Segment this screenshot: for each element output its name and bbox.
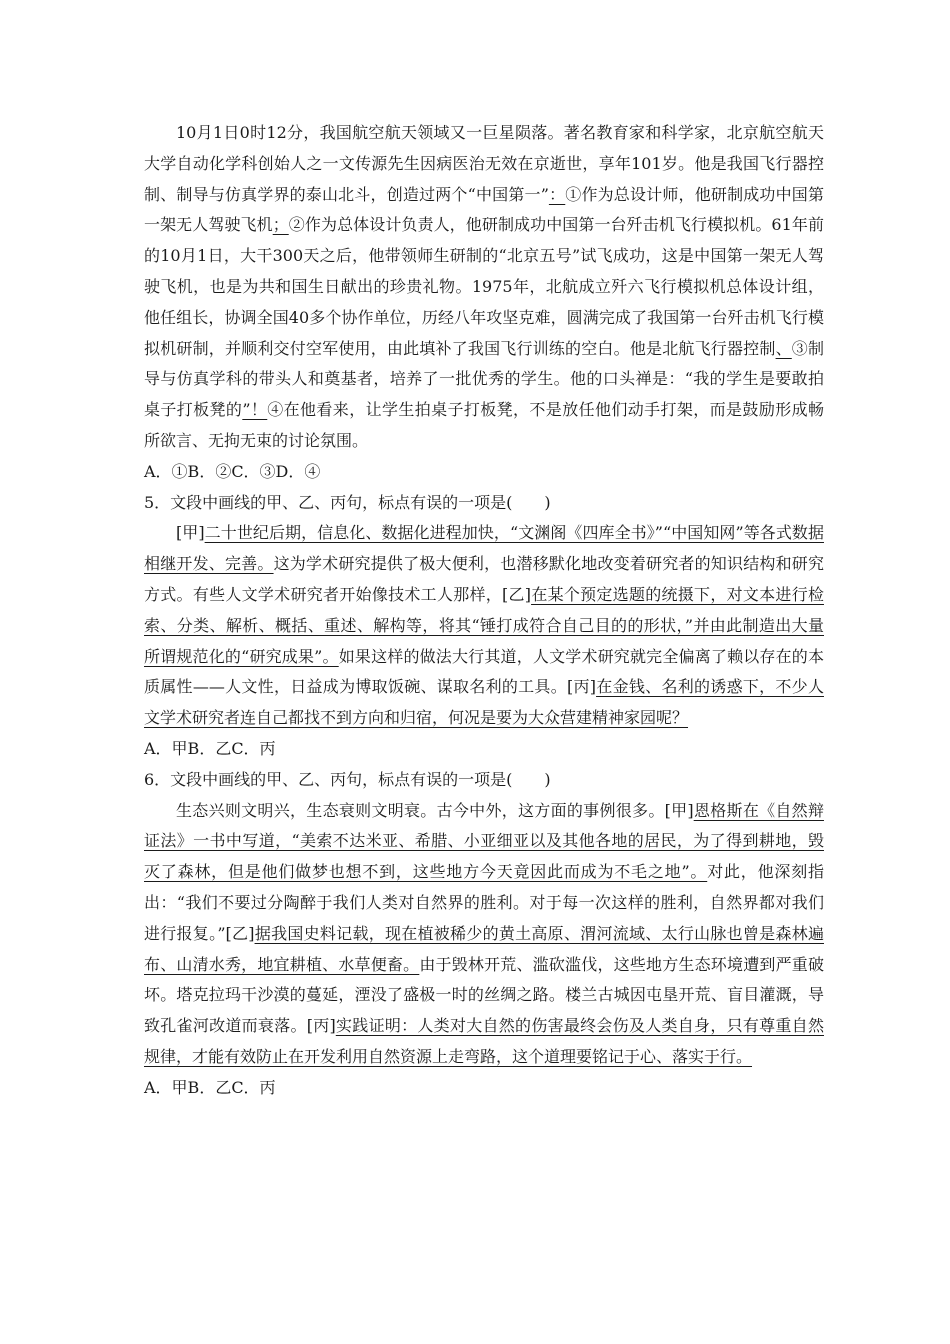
passage-text: 对此，他深刻指出：“我们不要过分陶醉于我们人类对自然界的胜利。对于每一次这样的胜利，自然界都对我们进行报复。” (144, 862, 824, 943)
underlined-sentence-jia: 恩格斯在《自然辩证法》一书中写道，“美索不达米亚、希腊、小亚细亚以及其他各地的居民，为了得到耕地，毁灭了森林，但是他们做梦也想不到，这些地方今天竟因此而成为不毛之地”。 (144, 800, 824, 882)
passage-1 (144, 118, 824, 457)
question-5-passage (144, 518, 824, 734)
sentence-tag-bing: [丙] (567, 677, 597, 697)
underlined-sentence-yi: 在某个预定选题的统摄下，对文本进行检索、分类、解析、概括、重述、解构等，将其“锤打成符合自己目的的形状，”并由此制造出大量所谓规范化的“研究成果”。 (144, 584, 824, 666)
question-options: A．①B．②C．③D．④ (144, 461, 321, 481)
document-page (144, 118, 824, 1104)
underlined-mark-2: ； (272, 215, 289, 235)
passage-1-text: ①作为总设计师，他研制成功中国第一架无人驾驶飞机 (144, 184, 824, 235)
question-6-options: A．甲B．乙C．丙 (144, 1077, 276, 1097)
question-6-passage (144, 796, 824, 1073)
passage-text: 生态兴则文明兴，生态衰则文明衰。古今中外，这方面的事例很多。 (176, 800, 665, 820)
underlined-sentence-bing: 在金钱、名利的诱惑下，不少人文学术研究者连自己都找不到方向和归宿，何况是要为大众营建精神家园呢？ (144, 677, 824, 728)
passage-1-text: ④在他看来，让学生拍桌子打板凳，不是放任他们动手打架，而是鼓励形成畅所欲言、无拘无束的讨论氛围。 (144, 400, 824, 450)
sentence-tag-jia: [甲] (664, 800, 694, 820)
underlined-sentence-jia: 二十世纪后期，信息化、数据化进程加快，“文渊阁《四库全书》”“中国知网”等各式数据相继开发、完善。 (144, 523, 824, 574)
underlined-mark-4: ”！ (242, 400, 268, 420)
question-5-stem: 5．文段中画线的甲、乙、丙句，标点有误的一项是( ) (144, 492, 551, 512)
question-6-stem: 6．文段中画线的甲、乙、丙句，标点有误的一项是( ) (144, 769, 551, 789)
underlined-mark-3: 、 (775, 338, 792, 358)
passage-text: 如果这样的做法大行其道，人文学术研究就完全偏离了赖以存在的本质属性——人文性，日益成为博取饭碗、谋取名利的工具。 (144, 646, 824, 697)
sentence-tag-jia: [甲] (176, 523, 205, 543)
question-5-options: A．甲B．乙C．丙 (144, 738, 276, 758)
sentence-tag-yi: [乙] (225, 923, 255, 943)
passage-1-text: ③制导与仿真学科的带头人和奠基者，培养了一批优秀的学生。他的口头禅是：“我的学生是要敢拍桌子打板凳的 (144, 338, 824, 420)
sentence-tag-bing: [丙] (306, 1016, 336, 1036)
underlined-sentence-yi: 据我国史料记载，现在植被稀少的黄土高原、渭河流域、太行山脉也曾是森林遍布、山清水秀，地宜耕植、水草便畜。 (144, 923, 824, 974)
passage-text: 这为学术研究提供了极大便利，也潜移默化地改变着研究者的知识结构和研究方式。有些人文学术研究者开始像技术工人那样， (144, 554, 824, 604)
passage-1-text: 10月1日0时12分，我国航空航天领域又一巨星陨落。著名教育家和科学家，北京航空航天大学自动化学科创始人之一文传源先生因病医治无效在京逝世，享年101岁。他是我国飞行器控制、制导与仿真学界的泰山北斗，创造过两个“中国第一” (144, 123, 824, 204)
underlined-mark-1: ： (548, 184, 566, 204)
sentence-tag-yi: [乙] (502, 584, 532, 604)
underlined-sentence-bing: 实践证明：人类对大自然的伤害最终会伤及人类自身，只有尊重自然规律，才能有效防止在开发利用自然资源上走弯路，这个道理要铭记于心、落实于行。 (144, 1016, 824, 1066)
passage-text: 由于毁林开荒、滥砍滥伐，这些地方生态环境遭到严重破坏。塔克拉玛干沙漠的蔓延，湮没了盛极一时的丝绸之路。楼兰古城因屯垦开荒、盲目灌溉，导致孔雀河改道而衰落。 (144, 954, 824, 1036)
passage-1-text: ②作为总体设计负责人，他研制成功中国第一台歼击机飞行模拟机。61年前的10月1日，大干300天之后，他带领师生研制的“北京五号”试飞成功，这是中国第一架无人驾驶飞机，也是为共和国生日献出的珍贵礼物。1975年，北航成立歼六飞行模拟机总体设计组，他任组长，协调全国40多个协作单位，历经八年攻坚克难，圆满完成了我国第一台歼击机飞行模拟机研制，并顺利交付空军使用，由此填补了我国飞行训练的空白。他是北航飞行器控制 (144, 215, 824, 358)
